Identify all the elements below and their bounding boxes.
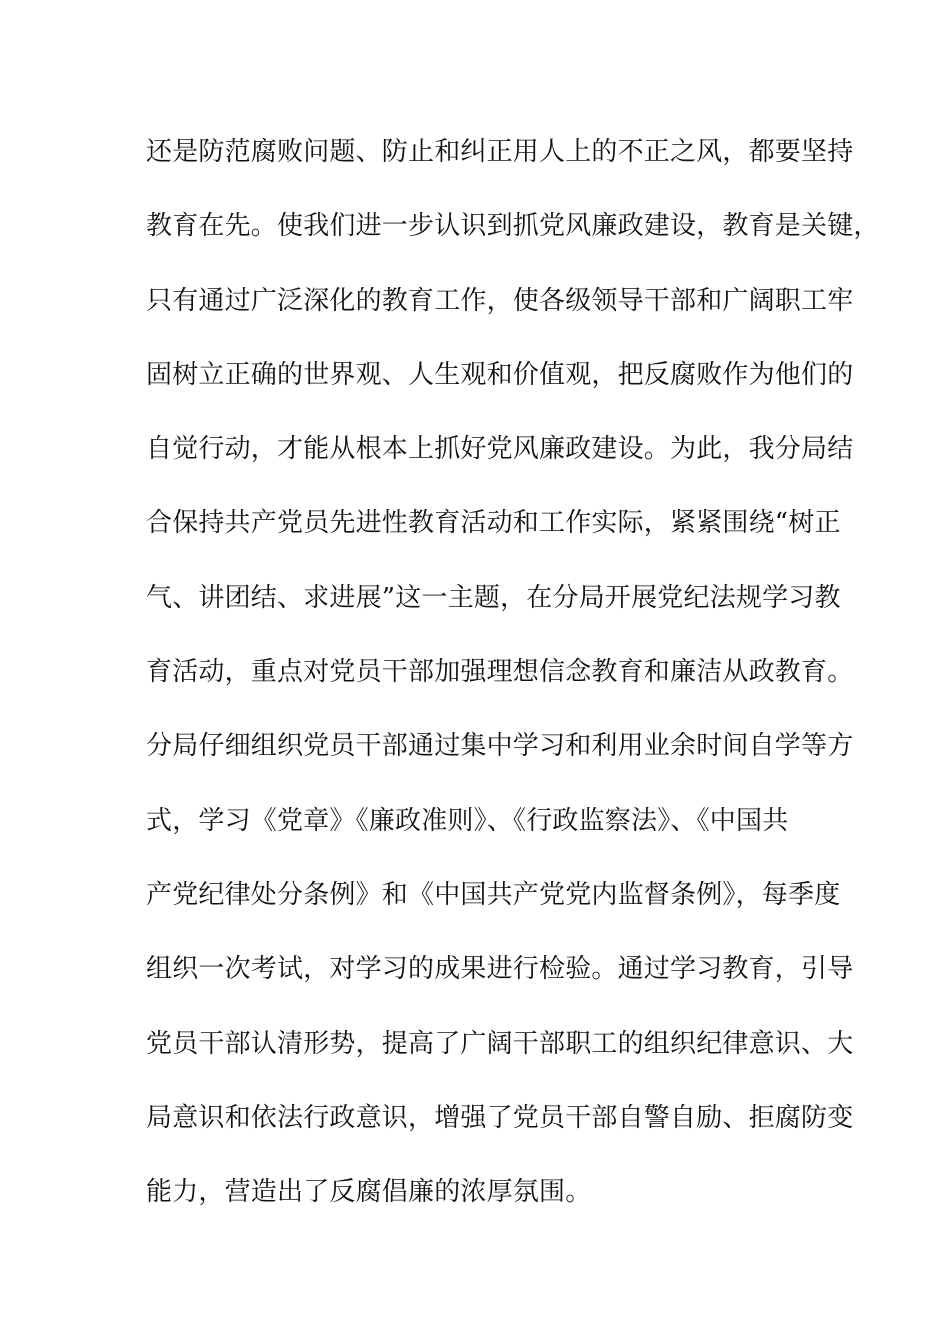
text-line: 育活动，重点对党员干部加强理想信念教育和廉洁从政教育。 — [146, 657, 854, 688]
body-text — [146, 124, 880, 1238]
text-line: 教育在先。使我们进一步认识到抓党风廉政建设，教育是关键， — [146, 211, 880, 242]
text-line: 固树立正确的世界观、人生观和价值观，把反腐败作为他们的 — [146, 359, 854, 390]
text-line: 能力，营造出了反腐倡廉的浓厚氛围。 — [146, 1177, 592, 1208]
text-line: 组织一次考试，对学习的成果进行检验。通过学习教育，引导 — [146, 954, 854, 985]
text-line: 气、讲团结、求进展”这一主题，在分局开展党纪法规学习教 — [146, 582, 841, 613]
text-line: 分局仔细组织党员干部通过集中学习和利用业余时间自学等方 — [146, 731, 854, 762]
text-line: 只有通过广泛深化的教育工作，使各级领导干部和广阔职工牢 — [146, 285, 854, 316]
text-line: 自觉行动，才能从根本上抓好党风廉政建设。为此，我分局结 — [146, 434, 854, 465]
text-line: 式，学习《党章》《廉政准则》、《行政监察法》、《中国共 — [146, 805, 789, 836]
text-line: 还是防范腐败问题、防止和纠正用人上的不正之风，都要坚持 — [146, 137, 854, 167]
text-line: 产党纪律处分条例》和《中国共产党党内监督条例》，每季度 — [146, 879, 841, 910]
text-line: 局意识和依法行政意识，增强了党员干部自警自励、拒腐防变 — [146, 1102, 854, 1133]
text-line: 党员干部认清形势，提高了广阔干部职工的组织纪律意识、大 — [146, 1028, 854, 1059]
text-line: 合保持共产党员先进性教育活动和工作实际，紧紧围绕“树正 — [146, 508, 841, 539]
